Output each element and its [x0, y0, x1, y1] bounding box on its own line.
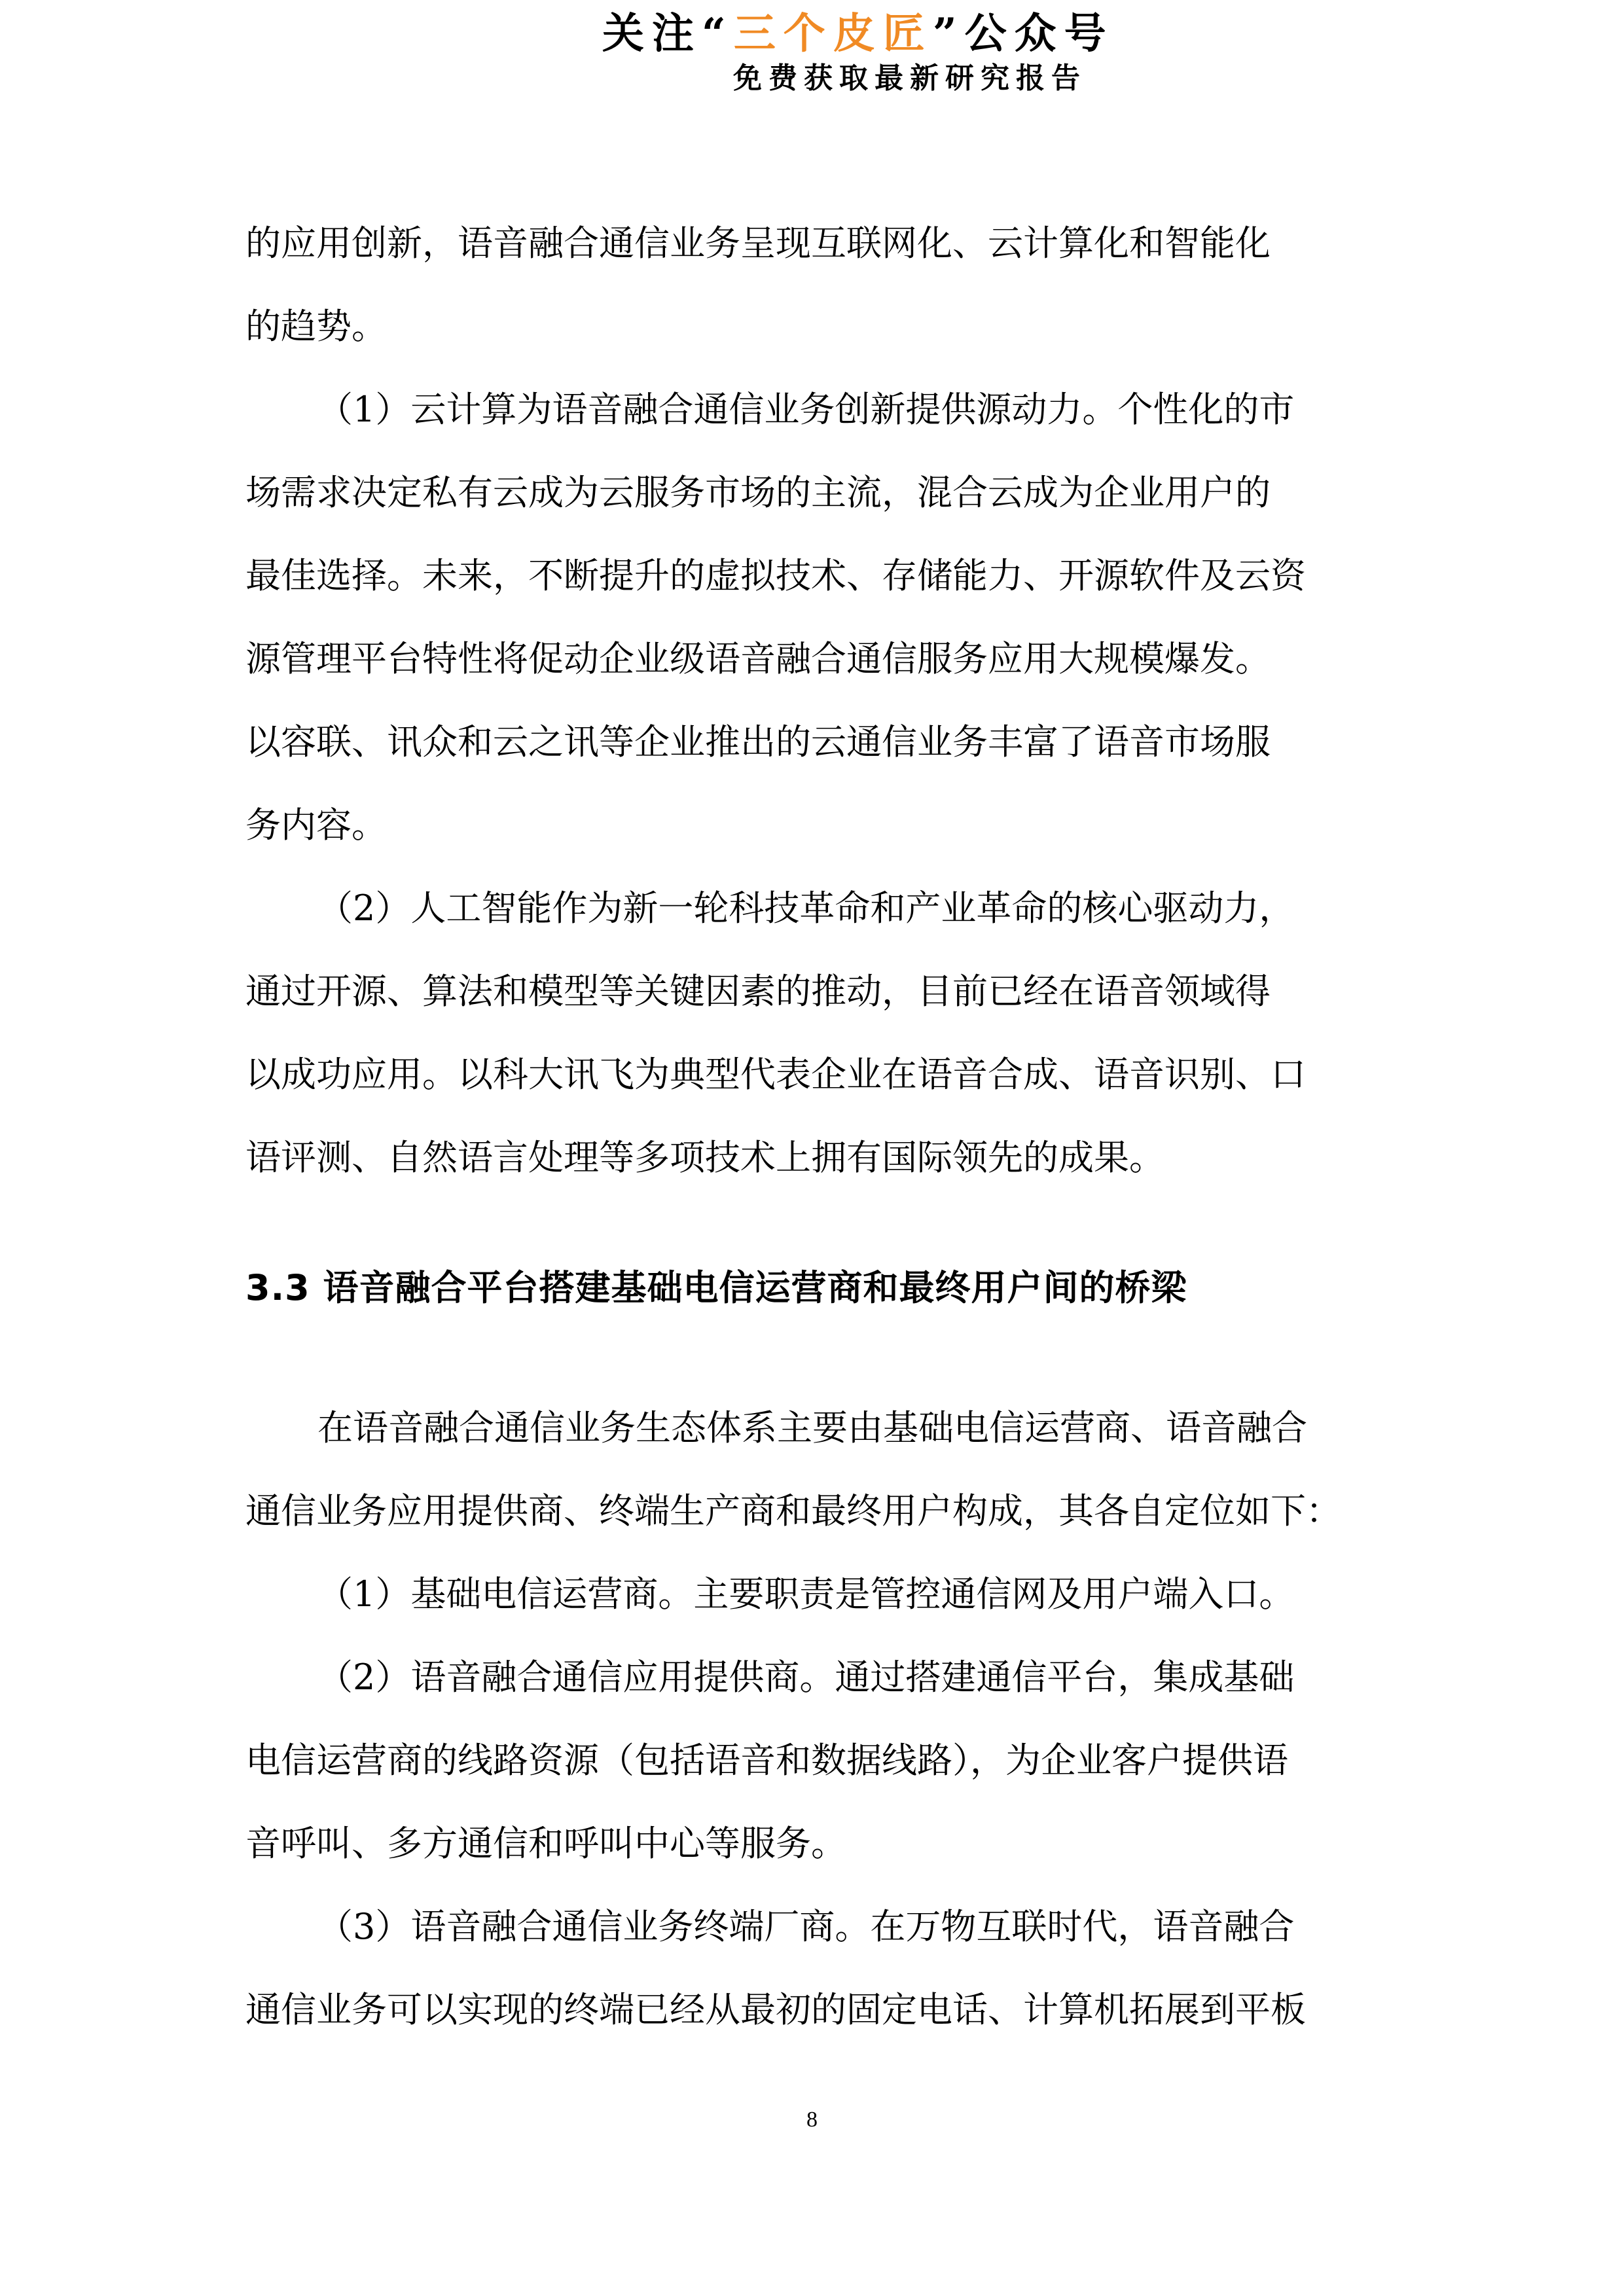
header-subtitle: 免费获取最新研究报告 — [733, 62, 1087, 95]
paragraph-line: 电信运营商的线路资源（包括语音和数据线路），为企业客户提供语 — [245, 1740, 1288, 1781]
paragraph-line: （1）云计算为语音融合通信业务创新提供源动力。个性化的市 — [317, 389, 1295, 430]
paragraph-line: 的应用创新，语音融合通信业务呈现互联网化、云计算化和智能化 — [245, 223, 1271, 264]
section-a-body — [245, 202, 1388, 1199]
paragraph-line: 音呼叫、多方通信和呼叫中心等服务。 — [245, 1823, 846, 1864]
paragraph-line: 源管理平台特性将促动企业级语音融合通信服务应用大规模爆发。 — [245, 638, 1271, 679]
paragraph-line: （3）语音融合通信业务终端厂商。在万物互联时代，语音融合 — [317, 1906, 1295, 1947]
header-brand-name: 三个皮匠 — [733, 9, 933, 58]
section-b-body — [245, 1386, 1388, 2051]
paragraph-line: （2）语音融合通信应用提供商。通过搭建通信平台，集成基础 — [317, 1657, 1295, 1698]
header-suffix: ”公众号 — [932, 9, 1114, 58]
paragraph-line: （1）基础电信运营商。主要职责是管控通信网及用户端入口。 — [317, 1573, 1295, 1615]
paragraph-line: 通过开源、算法和模型等关键因素的推动，目前已经在语音领域得 — [245, 971, 1271, 1012]
page-number: 8 — [806, 2108, 818, 2132]
paragraph-line: 的趋势。 — [245, 306, 387, 347]
paragraph-line: 语评测、自然语言处理等多项技术上拥有国际领先的成果。 — [245, 1137, 1164, 1178]
header-promo-line — [602, 8, 1114, 60]
header-prefix: 关注“ — [602, 9, 734, 58]
paragraph-line: 通信业务可以实现的终端已经从最初的固定电话、计算机拓展到平板 — [245, 1989, 1306, 2030]
paragraph-line: 在语音融合通信业务生态体系主要由基础电信运营商、语音融合 — [317, 1407, 1307, 1448]
paragraph-line: （2）人工智能作为新一轮科技革命和产业革命的核心驱动力， — [317, 888, 1295, 929]
paragraph-line: 以成功应用。以科大讯飞为典型代表企业在语音合成、语音识别、口 — [245, 1054, 1306, 1095]
paragraph-line: 以容联、讯众和云之讯等企业推出的云通信业务丰富了语音市场服 — [245, 721, 1271, 762]
paragraph-line: 务内容。 — [245, 804, 387, 846]
section-heading: 3.3 语音融合平台搭建基础电信运营商和最终用户间的桥梁 — [245, 1267, 1187, 1308]
paragraph-line: 通信业务应用提供商、终端生产商和最终用户构成，其各自定位如下： — [245, 1490, 1341, 1532]
paragraph-line: 场需求决定私有云成为云服务市场的主流，混合云成为企业用户的 — [245, 472, 1271, 513]
paragraph-line: 最佳选择。未来，不断提升的虚拟技术、存储能力、开源软件及云资 — [245, 555, 1306, 596]
